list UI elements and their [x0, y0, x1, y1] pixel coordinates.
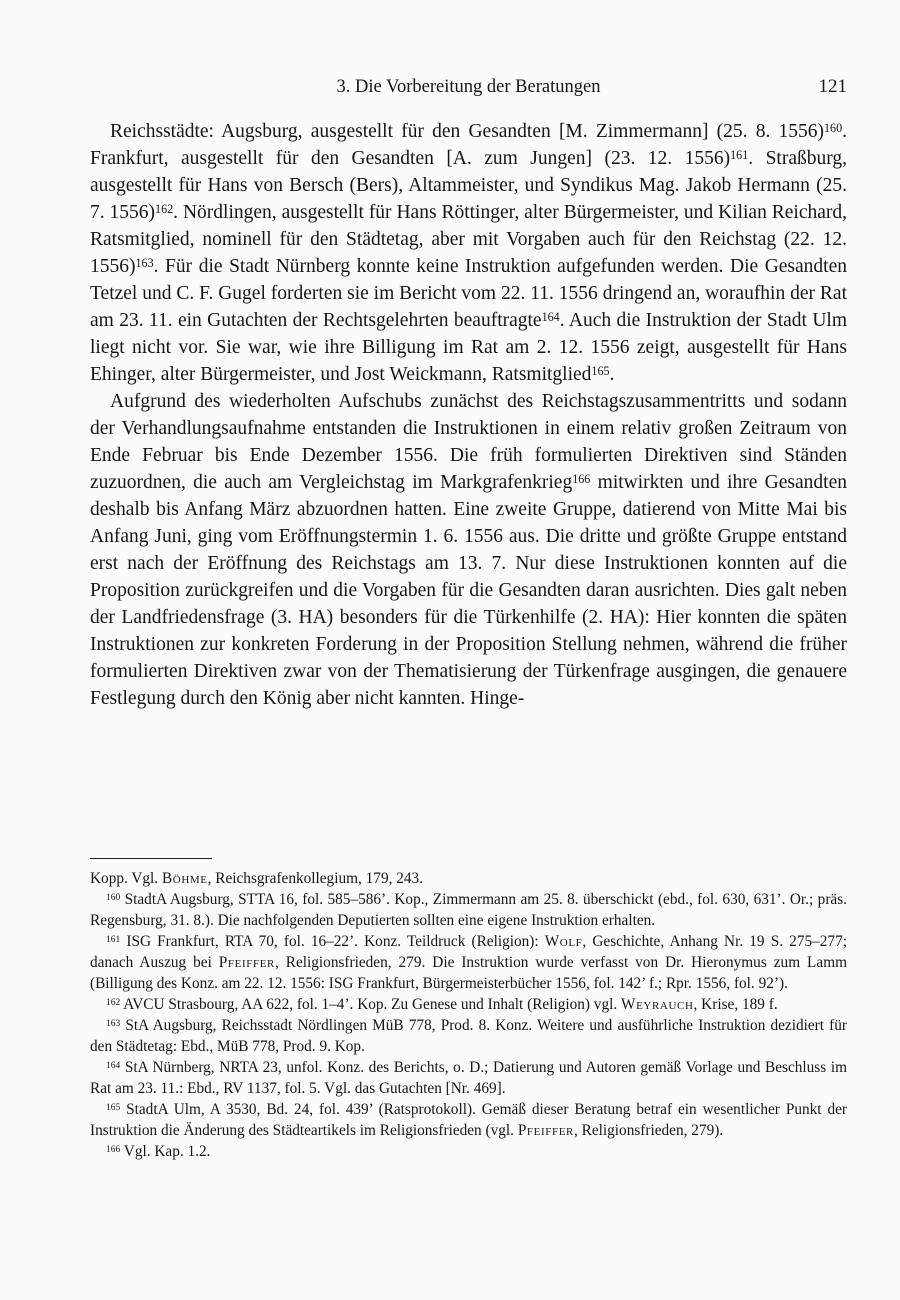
footnote-166 — [90, 1141, 847, 1162]
footnote-text: StA Nürnberg, NRTA 23, unfol. Konz. des Berichts, o. D.; Datierung und Autoren gemäß Vorlage und Beschluss im Rat am 23. 11.: Ebd., RV 1137, fol. 5. Vgl. das Gutachten [Nr. 469]. — [90, 1059, 848, 1097]
body-text — [90, 118, 847, 712]
footnote-161 — [90, 931, 847, 994]
body-paragraph-1: Reichsstädte: Augsburg, ausgestellt für den Gesandten [M. Zimmermann] (25. 8. 1556)$^{160}$. Frankfurt, ausgestellt für den Gesandten [A. zum Jungen] (23. 12. 1556)$^{161}$. Straßburg, ausgestellt für Hans von Bersch (Bers), Altammeister, und Syndikus Mag. Jakob Hermann (25. 7. 1556)$^{162}$. Nördlingen, ausgestellt für Hans Röttinger, alter Bürgermeister, und Kilian Reichard, Ratsmitglied, nominell für den Städtetag, aber mit Vorgaben auch für den Reichstag (22. 12. 1556)$^{163}$. Für die Stadt Nürnberg konnte keine Instruktion aufgefunden werden. Die Gesandten Tetzel und C. F. Gugel forderten sie im Bericht vom 22. 11. 1556 dringend an, woraufhin der Rat am 23. 11. ein Gutachten der Rechtsgelehrten beauftragte$^{164}$. Auch die Instruktion der Stadt Ulm liegt nicht vor. Sie war, wie ihre Billigung im Rat am 2. 12. 1556 zeigt, ausgestellt für Hans Ehinger, alter Bürgermeister, und Jost Weickmann, Ratsmitglied$^{165}$. — [90, 120, 848, 385]
page-header — [90, 76, 847, 98]
footnote-number: 161 — [106, 934, 121, 945]
footnote-text: StA Augsburg, Reichsstadt Nördlingen MüB 778, Prod. 8. Konz. Weitere und ausführliche Instruktion dezidiert für den Städtetag: Ebd., MüB 778, Prod. 9. Kop. — [90, 1017, 847, 1055]
footnote-number: 163 — [106, 1018, 121, 1029]
footnote-separator — [90, 858, 212, 859]
footnote-text: AVCU Strasbourg, AA 622, fol. 1–4’. Kop. Zu Genese und Inhalt (Religion) vgl. Weyrauch, Krise, 189 f. — [123, 996, 778, 1013]
footnote-162 — [90, 994, 847, 1015]
footnote-163 — [90, 1015, 847, 1057]
footnote-number: 160 — [106, 892, 121, 903]
running-title: 3. Die Vorbereitung der Beratungen — [336, 77, 601, 97]
footnote-number: 162 — [106, 997, 121, 1008]
footnote-165 — [90, 1099, 847, 1141]
footnote-160 — [90, 889, 847, 931]
footnote-continuation: Kopp. Vgl. Böhme, Reichsgrafenkollegium, 179, 243. — [90, 870, 424, 887]
footnote-number: 164 — [106, 1060, 121, 1071]
footnote-text: StadtA Ulm, A 3530, Bd. 24, fol. 439’ (Ratsprotokoll). Gemäß dieser Beratung betraf ein wesentlicher Punkt der Instruktion die Änderung des Städteartikels im Religionsfrieden (vgl. Pfeiffer, Religionsfrieden, 279). — [90, 1101, 847, 1139]
footnote-164 — [90, 1057, 847, 1099]
footnote-number: 166 — [106, 1144, 121, 1155]
footnote-text: Vgl. Kap. 1.2. — [123, 1143, 211, 1160]
footnote-number: 165 — [106, 1102, 121, 1113]
body-paragraph-2: Aufgrund des wiederholten Aufschubs zunächst des Reichstagszusammentritts und sodann der Verhandlungsaufnahme entstanden die Instruktionen in einem relativ großen Zeitraum von Ende Februar bis Ende Dezember 1556. Die früh formulierten Direktiven sind Ständen zuzuordnen, die auch am Vergleichstag im Markgrafenkrieg$^{166}$ mitwirkten und ihre Gesandten deshalb bis Anfang März abzuordnen hatten. Eine zweite Gruppe, datierend von Mitte Mai bis Anfang Juni, ging vom Eröffnungstermin 1. 6. 1556 aus. Die dritte und größte Gruppe entstand erst nach der Eröffnung des Reichstags am 13. 7. Nur diese Instruktionen konnten auf die Proposition zurückgreifen und die Vorgaben für die Gesandten daran ausrichten. Dies galt neben der Landfriedensfrage (3. HA) besonders für die Türkenhilfe (2. HA): Hier konnten die späten Instruktionen zur konkreten Forderung in der Proposition Stellung nehmen, während die früher formulierten Direktiven zwar von der Thematisierung der Türkenfrage ausgingen, die genauere Festlegung durch den König aber nicht kannten. Hinge- — [90, 391, 847, 709]
page-number: 121 — [818, 76, 847, 97]
footnote-text: StadtA Augsburg, STTA 16, fol. 585–586’. Kop., Zimmermann am 25. 8. überschickt (ebd., fol. 630, 631’. Or.; präs. Regensburg, 31. 8.). Die nachfolgenden Deputierten sollten eine eigene Instruktion erhalten. — [90, 891, 847, 929]
footnote-text: ISG Frankfurt, RTA 70, fol. 16–22’. Konz. Teildruck (Religion): Wolf, Geschichte, Anhang Nr. 19 S. 275–277; danach Auszug bei Pfeiffer, Religionsfrieden, 279. Die Instruktion wurde verfasst von Dr. Hieronymus zum Lamm (Billigung des Konz. am 22. 12. 1556: ISG Frankfurt, Bürgermeisterbücher 1556, fol. 142’ f.; Rpr. 1556, fol. 92’). — [90, 933, 847, 992]
footnote-section — [90, 858, 847, 1162]
